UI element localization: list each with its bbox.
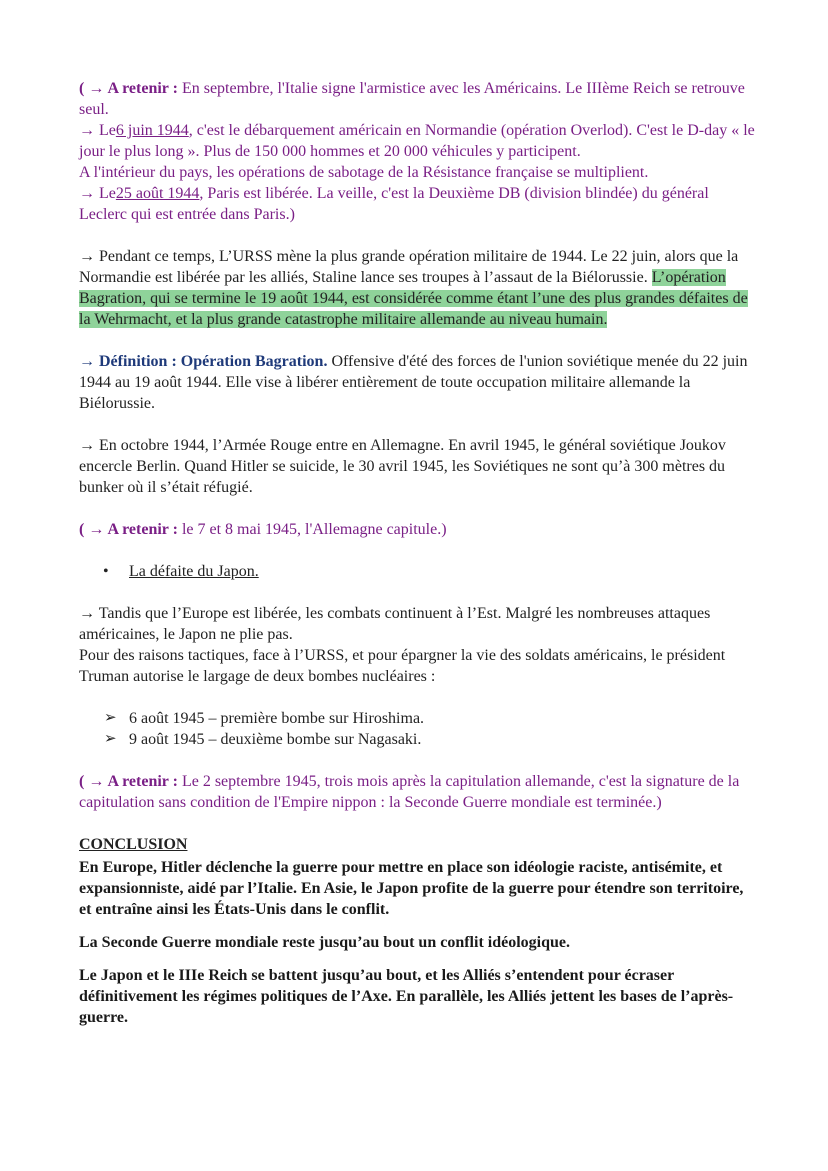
conclusion-paragraph-1: En Europe, Hitler déclenche la guerre pour mettre en place son idéologie raciste, antisémite, et expansionniste, aidé par l’Italie. En Asie, le Japon profite de la guerre pour étendre son territoire, et entraîne ainsi les États-Unis dans le conflit. [79, 859, 744, 918]
paris-prefix: → Le [79, 185, 116, 202]
arrow-bullet-icon: ➢ [104, 731, 117, 747]
urss-text: → Pendant ce temps, L’URSS mène la plus grande opération militaire de 1944. Le 22 juin, alors que la Normandie est libérée par les alliés, Staline lance ses troupes à l’assaut de la Biélorussie. [79, 248, 739, 286]
list-item-text: 6 août 1945 – première bombe sur Hiroshima. [129, 710, 425, 727]
retenir-label: ( → A retenir : [79, 773, 178, 790]
retenir-capitulation-text: le 7 et 8 mai 1945, l'Allemagne capitule.) [177, 521, 447, 538]
berlin-paragraph: → En octobre 1944, l’Armée Rouge entre en Allemagne. En avril 1945, le général soviétique Joukov encercle Berlin. Quand Hitler se suicide, le 30 avril 1945, les Soviétiques ne sont qu’à 300 mètres du bunker où il s’était réfugié. [79, 437, 726, 496]
retenir-italy-line [79, 78, 759, 120]
bullet-icon: • [103, 563, 109, 580]
japon-paragraph-2: Pour des raisons tactiques, face à l’URSS, et pour épargner la vie des soldats américains, le président Truman autorise le largage de deux bombes nucléaires : [79, 647, 726, 685]
resistance-line: A l'intérieur du pays, les opérations de sabotage de la Résistance française se multiplient. [79, 164, 649, 181]
paris-text: , Paris est libérée. La veille, c'est la Deuxième DB (division blindée) du général Leclerc qui est entrée dans Paris.) [79, 185, 709, 223]
section-title: La défaite du Japon. [129, 563, 259, 580]
retenir-italy-block [79, 78, 759, 225]
list-item-nagasaki [79, 729, 759, 750]
dday-line [79, 120, 759, 162]
retenir-label: ( → A retenir : [79, 80, 178, 97]
retenir-italy-text: En septembre, l'Italie signe l'armistice avec les Américains. Le IIIème Reich se retrouve seul. [79, 80, 745, 118]
conclusion-paragraph-2: La Seconde Guerre mondiale reste jusqu’au bout un conflit idéologique. [79, 934, 570, 951]
document-page [79, 78, 759, 1028]
bagration-highlight: L’opération Bagration, qui se termine le 19 août 1944, est considérée comme étant l’une des plus grandes défaites de la Wehrmacht, et la plus grande catastrophe militaire allemande au niveau humain. [79, 269, 748, 328]
japon-paragraph-1: → Tandis que l’Europe est libérée, les combats continuent à l’Est. Malgré les nombreuses attaques américaines, le Japon ne plie pas. [79, 605, 711, 643]
section-heading-japon [79, 561, 759, 582]
date-25-aout-1944: 25 août 1944 [115, 185, 200, 202]
conclusion-paragraph-3: Le Japon et le IIIe Reich se battent jusqu’au bout, et les Alliés s’entendent pour écraser définitivement les régimes politiques de l’Axe. En parallèle, les Alliés jettent les bases de l’après-guerre. [79, 967, 734, 1026]
urss-paragraph [79, 246, 759, 330]
list-item-text: 9 août 1945 – deuxième bombe sur Nagasaki. [129, 731, 422, 748]
retenir-japon [79, 771, 759, 813]
definition-text: Offensive d'été des forces de l'union soviétique menée du 22 juin 1944 au 19 août 1944. Elle vise à libérer entièrement de toute occupation militaire allemande la Biélorussie. [79, 353, 748, 412]
retenir-label: ( → A retenir : [79, 521, 178, 538]
arrow-bullet-icon: ➢ [104, 710, 117, 726]
bagration-definition [79, 351, 759, 414]
paris-liberation-line [79, 183, 759, 225]
retenir-japon-text: Le 2 septembre 1945, trois mois après la capitulation allemande, c'est la signature de la capitulation sans condition de l'Empire nippon : la Seconde Guerre mondiale est terminée.) [79, 773, 740, 811]
retenir-capitulation [79, 519, 759, 540]
definition-label: → Définition : Opération Bagration. [79, 353, 328, 370]
dday-prefix: → Le [79, 122, 116, 139]
list-item-hiroshima [79, 708, 759, 729]
conclusion-title: CONCLUSION [79, 836, 188, 853]
date-6-juin-1944: 6 juin 1944 [115, 122, 189, 139]
dday-text: , c'est le débarquement américain en Normandie (opération Overlod). C'est le D-day « le jour le plus long ». Plus de 150 000 hommes et 20 000 véhicules y participent. [79, 122, 755, 160]
